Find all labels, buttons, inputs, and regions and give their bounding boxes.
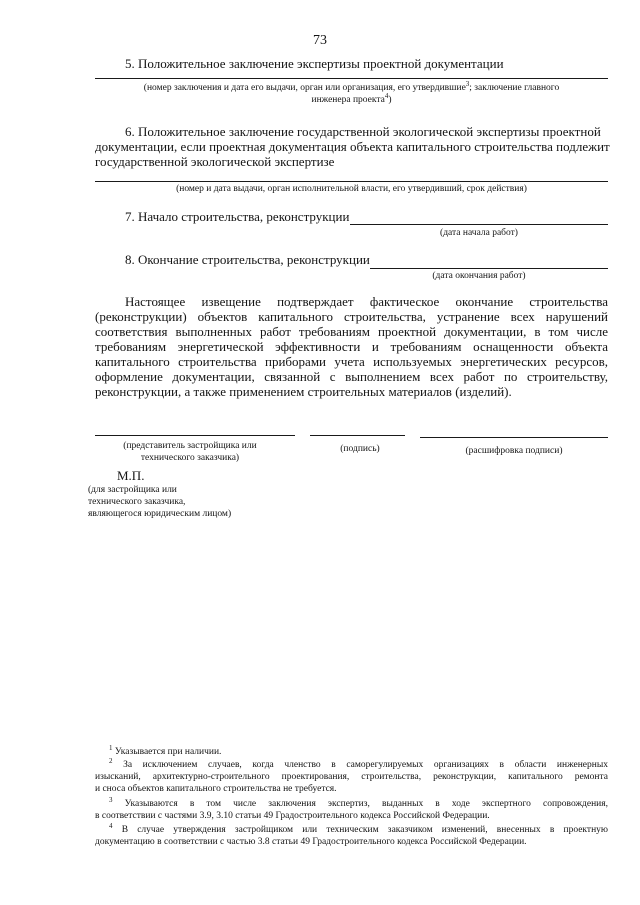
statement-line: оформление документации, связанной с выполнением всех работ по строительству, (95, 369, 608, 384)
statement-line: Настоящее извещение подтверждает фактическое окончание строительства (125, 294, 608, 309)
item5-underline (95, 78, 608, 79)
statement-line: капитального строительства приборами учета используемых энергетических ресурсов, (95, 354, 608, 369)
footnote-3: $^3$ Указываются в том числе заключения экспертиз, выданных в ходе экспертного сопровождения, в соответствии с частями 3.9, 3.10 статьи 49 Градостроительного кодекса Российской Федерации. (95, 795, 608, 822)
signature-caption: (подпись) (340, 444, 380, 454)
item8-caption: (дата окончания работ) (432, 271, 526, 281)
statement-line: требованиям энергетической эффективности и требованиям оснащенности объекта (95, 339, 608, 354)
stamp-note (88, 484, 308, 520)
item6-caption: (номер и дата выдачи, орган исполнительной власти, его утвердивший, срок действия) (176, 184, 527, 194)
page-number: 73 (313, 33, 327, 48)
item8-underline (370, 268, 608, 269)
stamp-note-line3: являющегося юридическим лицом) (88, 509, 232, 519)
item6-text (95, 124, 610, 169)
item5-text: 5. Положительное заключение экспертизы проектной документации (125, 56, 504, 71)
item8-text: 8. Окончание строительства, реконструкции (125, 252, 370, 267)
stamp-note-line2: технического заказчика, (88, 497, 186, 507)
statement-line: (реконструкции) объектов капитального строительства, устранение всех нарушений (95, 309, 608, 324)
footnote-2: $^2$ За исключением случаев, когда членство в саморегулируемых организациях в области инженерных изысканий, архитектурно-строительного проектирования, строительства, реконструкции, капитального ремонта и сноса объектов капитального строительства не требуется. (95, 756, 608, 795)
footnote-1: $^1$ Указывается при наличии. (109, 743, 222, 757)
item7-underline (350, 224, 608, 225)
item5-caption: (номер заключения и дата его выдачи, орган или организация, его утвердившие$^3$; заключение главного инженера проекта$^4$) (143, 79, 560, 105)
stamp-note-line1: (для застройщика или (88, 485, 177, 495)
item6-line3: государственной экологической экспертизе (95, 154, 335, 169)
item7-caption: (дата начала работ) (440, 228, 518, 238)
statement-paragraph (95, 294, 608, 399)
item6-underline (95, 181, 608, 182)
statement-line: реконструкции, а также применением строительных материалов (изделий). (95, 384, 512, 399)
stamp-label: М.П. (117, 468, 145, 483)
representative-caption-line2: технического заказчика) (140, 453, 240, 463)
representative-caption-line1: (представитель застройщика или (123, 441, 257, 451)
decoding-line (420, 437, 608, 438)
item6-line2: документации, если проектная документация объекта капитального строительства подлежит (95, 139, 610, 154)
statement-line: соответствия выполненных работ требованиям проектной документации, в том числе (95, 324, 608, 339)
item7-text: 7. Начало строительства, реконструкции (125, 209, 350, 224)
footnote-4: $^4$ В случае утверждения застройщиком или техническим заказчиком изменений, внесенных в проектную документацию в соответствии с частью 3.8 статьи 49 Градостроительного кодекса Российской Федерации. (95, 821, 609, 848)
representative-line (95, 435, 295, 436)
decoding-caption: (расшифровка подписи) (465, 446, 563, 456)
item6-line1: 6. Положительное заключение государственной экологической экспертизы проектной (125, 124, 601, 139)
representative-caption (100, 440, 280, 464)
signature-line (310, 435, 405, 436)
